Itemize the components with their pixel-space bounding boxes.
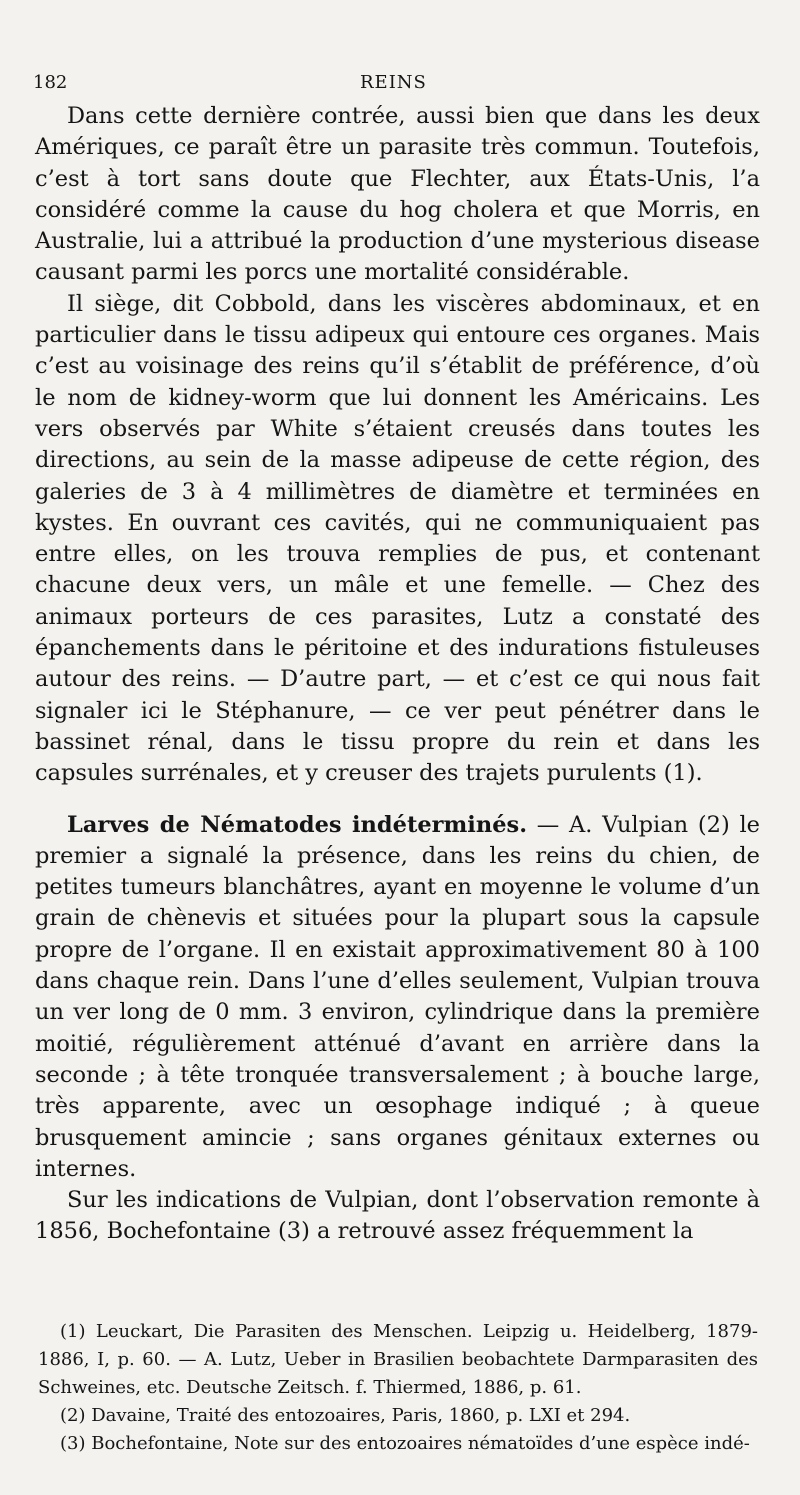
page-number: 182 — [33, 72, 68, 93]
page-header — [33, 72, 773, 102]
footnotes — [38, 1318, 758, 1458]
paragraph-3 — [35, 810, 760, 1186]
paragraph-4: Sur les indications de Vulpian, dont l’observation remonte à 1856, Bochefontaine (3) a retrouvé assez fréquemment la — [35, 1187, 760, 1245]
footnote-1: (1) Leuckart, Die Parasiten des Menschen. Leipzig u. Heidelberg, 1879-1886, I, p. 60. — A. Lutz, Ueber in Brasilien beobachtete Darmparasiten des Schweines, etc. Deutsche Zeitsch. f. Thiermed, 1886, p. 61. — [38, 1321, 758, 1398]
body-text — [35, 101, 760, 1248]
running-head: REINS — [360, 72, 427, 93]
footnote-2: (2) Davaine, Traité des entozoaires, Paris, 1860, p. LXI et 294. — [60, 1405, 631, 1426]
section-title: Larves de Nématodes indéterminés. — [67, 811, 528, 838]
paragraph-3-text: — A. Vulpian (2) le premier a signalé la présence, dans les reins du chien, de petites tumeurs blanchâtres, ayant en moyenne le volume d’un grain de chènevis et situées pour la plupart sous la capsule propre de l’organe. Il en existait approximativement 80 à 100 dans chaque rein. Dans l’une d’elles seulement, Vulpian trouva un ver long de 0 mm. 3 environ, cylindrique dans la première moitié, régulièrement atténué d’avant en arrière dans la seconde ; à tête tronquée transversalement ; à bouche large, très apparente, avec un œsophage indiqué ; à queue brusquement amincie ; sans organes génitaux externes ou internes. — [35, 811, 760, 1182]
paragraph-1: Dans cette dernière contrée, aussi bien que dans les deux Amériques, ce paraît être un parasite très commun. Toutefois, c’est à tort sans doute que Flechter, aux États-Unis, l’a considéré comme la cause du hog cholera et que Morris, en Australie, lui a attribué la production d’une mysterious disease causant parmi les porcs une mortalité considérable. — [35, 103, 760, 286]
paragraph-2: Il siège, dit Cobbold, dans les viscères abdominaux, et en particulier dans le tissu adipeux qui entoure ces organes. Mais c’est au voisinage des reins qu’il s’établit de préférence, d’où le nom de kidney-worm que lui donnent les Américains. Les vers observés par White s’étaient creusés dans toutes les directions, au sein de la masse adipeuse de cette région, des galeries de 3 à 4 millimètres de diamètre et terminées en kystes. En ouvrant ces cavités, qui ne communiquaient pas entre elles, on les trouva remplies de pus, et contenant chacune deux vers, un mâle et une femelle. — Chez des animaux porteurs de ces parasites, Lutz a constaté des épanchements dans le péritoine et des indurations fistuleuses autour des reins. — D’autre part, — et c’est ce qui nous fait signaler ici le Stéphanure, — ce ver peut pénétrer dans le bassinet rénal, dans le tissu propre du rein et dans les capsules surrénales, et y creuser des trajets purulents (1). — [35, 290, 760, 787]
footnote-3: (3) Bochefontaine, Note sur des entozoaires nématoïdes d’une espèce indé- — [60, 1433, 750, 1454]
